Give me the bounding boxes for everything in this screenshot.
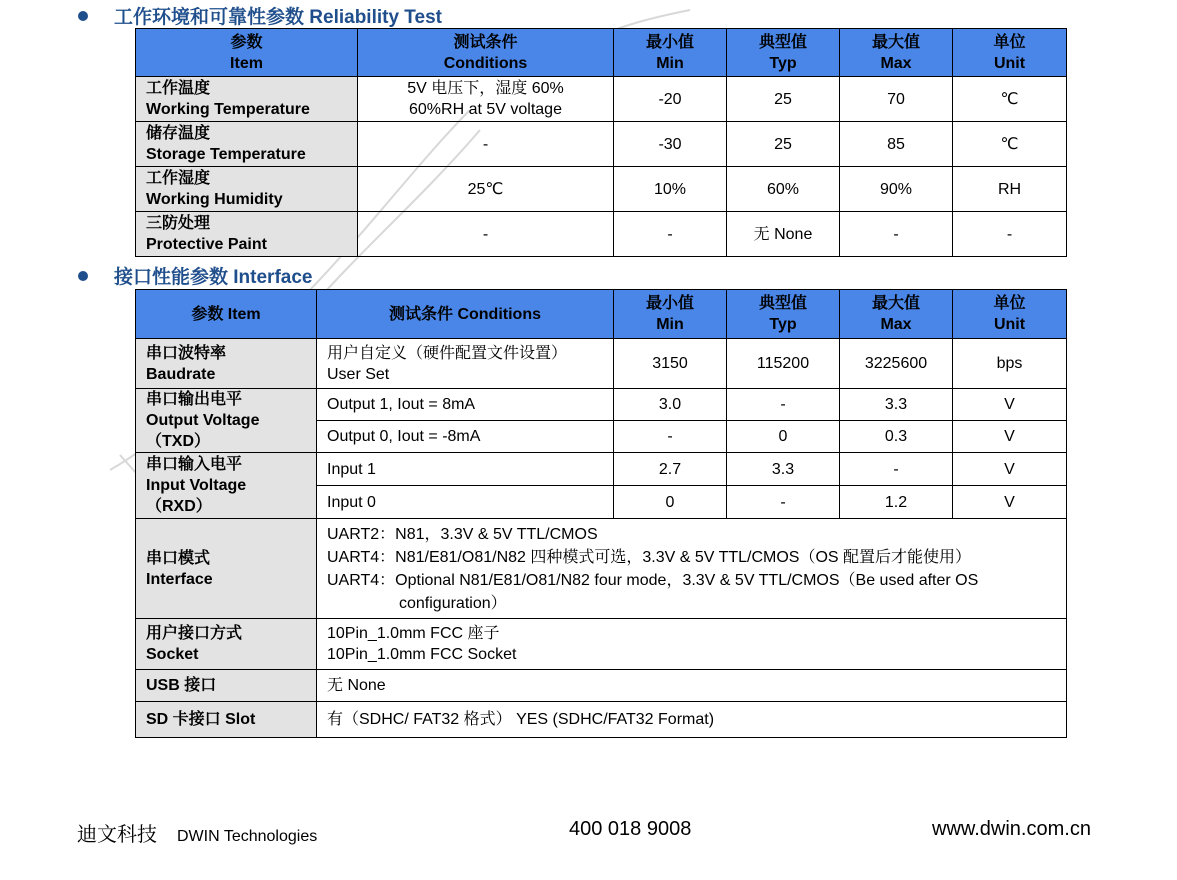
sd-row xyxy=(136,702,1067,738)
footer-company xyxy=(77,818,317,847)
socket-value-cell: 10Pin_1.0mm FCC 座子 10Pin_1.0mm FCC Socket xyxy=(317,619,1067,670)
footer-phone: 400 018 9008 xyxy=(569,818,692,840)
reliability-table xyxy=(135,28,1067,257)
socket-row xyxy=(136,619,1067,670)
reliability-section-title: 工作环境和可靠性参数 Reliability Test xyxy=(78,2,442,29)
header-unit: 单位 Unit xyxy=(953,290,1067,339)
header-item: 参数 Item xyxy=(136,290,317,339)
usb-row xyxy=(136,670,1067,702)
typ-cell: - xyxy=(727,389,840,421)
typ-cell: 25 xyxy=(727,77,840,122)
typ-cell: - xyxy=(727,486,840,519)
typ-cell: 0 xyxy=(727,421,840,453)
unit-cell: V xyxy=(953,453,1067,486)
bullet-icon xyxy=(78,271,88,281)
max-cell: - xyxy=(840,453,953,486)
unit-cell: ℃ xyxy=(953,122,1067,167)
input-row-1 xyxy=(136,453,1067,486)
max-cell: 3225600 xyxy=(840,339,953,389)
table-row xyxy=(136,77,1067,122)
min-cell: - xyxy=(614,421,727,453)
conditions-cell: 25℃ xyxy=(358,167,614,212)
interface-mode-row xyxy=(136,519,1067,619)
conditions-cell: 用户自定义（硬件配置文件设置） User Set xyxy=(317,339,614,389)
interface-table xyxy=(135,289,1067,738)
sd-value-cell: 有（SDHC/ FAT32 格式） YES (SDHC/FAT32 Format) xyxy=(317,702,1067,738)
item-cell: SD 卡接口 Slot xyxy=(136,702,317,738)
mode-line: UART4：Optional N81/E81/O81/N82 four mode，3.3V & 5V TTL/CMOS（Be used after OS configuration） xyxy=(327,571,979,612)
min-cell: -20 xyxy=(614,77,727,122)
item-cell: 串口输出电平 Output Voltage （TXD） xyxy=(136,389,317,453)
conditions-cell: 5V 电压下，湿度 60% 60%RH at 5V voltage xyxy=(358,77,614,122)
item-cell: 工作温度 Working Temperature xyxy=(136,77,358,122)
item-cell: 用户接口方式 Socket xyxy=(136,619,317,670)
item-cell: USB 接口 xyxy=(136,670,317,702)
min-cell: 10% xyxy=(614,167,727,212)
item-cell: 串口输入电平 Input Voltage （RXD） xyxy=(136,453,317,519)
table-row xyxy=(136,122,1067,167)
typ-cell: 60% xyxy=(727,167,840,212)
header-typ: 典型值 Typ xyxy=(727,29,840,77)
mode-description-cell xyxy=(317,519,1067,619)
item-cell: 储存温度 Storage Temperature xyxy=(136,122,358,167)
bullet-icon xyxy=(78,11,88,21)
company-name-en: DWIN Technologies xyxy=(177,828,318,845)
max-cell: 70 xyxy=(840,77,953,122)
typ-cell: 25 xyxy=(727,122,840,167)
max-cell: - xyxy=(840,212,953,257)
conditions-cell: Input 0 xyxy=(317,486,614,519)
min-cell: -30 xyxy=(614,122,727,167)
min-cell: 2.7 xyxy=(614,453,727,486)
company-name-cn: 迪文科技 xyxy=(77,824,157,846)
table-row xyxy=(136,212,1067,257)
header-min: 最小值 Min xyxy=(614,29,727,77)
header-conditions: 测试条件 Conditions xyxy=(358,29,614,77)
typ-cell: 3.3 xyxy=(727,453,840,486)
conditions-cell: - xyxy=(358,212,614,257)
min-cell: 0 xyxy=(614,486,727,519)
max-cell: 90% xyxy=(840,167,953,212)
min-cell: 3.0 xyxy=(614,389,727,421)
header-item: 参数 Item xyxy=(136,29,358,77)
min-cell: - xyxy=(614,212,727,257)
unit-cell: RH xyxy=(953,167,1067,212)
unit-cell: - xyxy=(953,212,1067,257)
conditions-cell: Output 0, Iout = -8mA xyxy=(317,421,614,453)
max-cell: 1.2 xyxy=(840,486,953,519)
header-unit: 单位 Unit xyxy=(953,29,1067,77)
header-conditions: 测试条件 Conditions xyxy=(317,290,614,339)
mode-line: UART4：N81/E81/O81/N82 四种模式可选，3.3V & 5V TTL/CMOS（OS 配置后才能使用） xyxy=(327,548,972,566)
conditions-cell: Output 1, Iout = 8mA xyxy=(317,389,614,421)
header-typ: 典型值 Typ xyxy=(727,290,840,339)
max-cell: 85 xyxy=(840,122,953,167)
typ-cell: 115200 xyxy=(727,339,840,389)
unit-cell: ℃ xyxy=(953,77,1067,122)
max-cell: 3.3 xyxy=(840,389,953,421)
unit-cell: bps xyxy=(953,339,1067,389)
header-max: 最大值 Max xyxy=(840,290,953,339)
mode-line: UART2：N81，3.3V & 5V TTL/CMOS xyxy=(327,525,598,543)
output-row-1 xyxy=(136,389,1067,421)
item-cell: 串口模式 Interface xyxy=(136,519,317,619)
item-cell: 工作湿度 Working Humidity xyxy=(136,167,358,212)
min-cell: 3150 xyxy=(614,339,727,389)
table-row xyxy=(136,167,1067,212)
conditions-cell: - xyxy=(358,122,614,167)
typ-cell: 无 None xyxy=(727,212,840,257)
baudrate-row xyxy=(136,339,1067,389)
unit-cell: V xyxy=(953,389,1067,421)
item-cell: 串口波特率 Baudrate xyxy=(136,339,317,389)
item-cell: 三防处理 Protective Paint xyxy=(136,212,358,257)
unit-cell: V xyxy=(953,421,1067,453)
unit-cell: V xyxy=(953,486,1067,519)
conditions-cell: Input 1 xyxy=(317,453,614,486)
header-min: 最小值 Min xyxy=(614,290,727,339)
header-max: 最大值 Max xyxy=(840,29,953,77)
footer-website[interactable]: www.dwin.com.cn xyxy=(932,818,1091,840)
max-cell: 0.3 xyxy=(840,421,953,453)
table-header-row xyxy=(136,290,1067,339)
interface-section-title: 接口性能参数 Interface xyxy=(78,262,312,289)
usb-value-cell: 无 None xyxy=(317,670,1067,702)
table-header-row xyxy=(136,29,1067,77)
